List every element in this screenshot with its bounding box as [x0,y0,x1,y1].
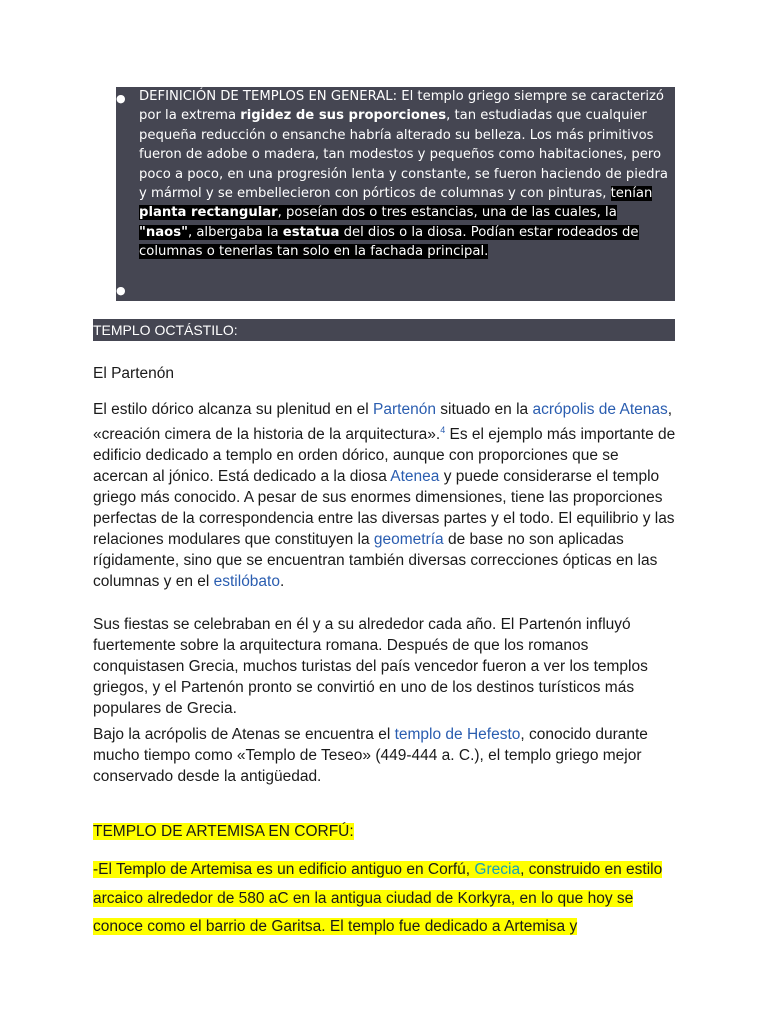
p1-text-5: y puede considerarse el templo griego más conocido. A pesar de sus enormes dimensiones, tiene las proporciones perfectas de la correspondencia entre las diversas partes y el todo. El equilibrio y las relaciones modulares que constituyen la [93,468,675,549]
bullet-hl-bold-a: planta rectangular [139,205,278,221]
definition-text [139,87,674,262]
artemis-highlight [93,861,662,935]
p1-text-4: Es el ejemplo más importante de edificio dedicado a templo en orden dórico, aunque con proporciones que se acercan al jónico. Está dedicado a la diosa [93,426,676,486]
paragraph-parthenon-3 [93,724,678,787]
bullet-hl-bold-c: estatua [282,224,340,240]
link-grecia[interactable]: Grecia [474,861,521,878]
link-estilobato[interactable]: estilóbato [213,573,280,591]
p3-text-1: Bajo la acrópolis de Atenas se encuentra el [93,726,395,743]
artemis-title-text: TEMPLO DE ARTEMISA EN CORFÚ: [93,823,354,840]
p1-text-7: . [279,573,285,591]
bullet-bold-a: rigidez de sus proporciones [240,108,447,124]
link-templo-hefesto[interactable]: templo de Hefesto [394,726,521,743]
p1-text-6: de base no son aplicadas rígidamente, sino que se encuentran también diversas correcciones ópticas en las columnas y en el [93,531,658,591]
paragraph-parthenon-2: Sus fiestas se celebraban en él y a su alrededor cada año. El Partenón influyó fuertemente sobre la arquitectura romana. Después de que los romanos conquistasen Grecia, muchos turistas del país vencedor fueron a ver los templos griegos, y el Partenón pronto se convirtió en uno de los destinos turísticos más populares de Grecia. [93,616,648,717]
footnote-ref[interactable]: 4 [440,425,446,435]
bullet-text-a: DEFINICIÓN DE TEMPLOS EN GENERAL: El templo griego siempre se caracterizó por la extrema [139,89,664,124]
link-atenea[interactable]: Atenea [390,468,440,486]
bullet-hl-bold-b: "naos" [139,224,188,240]
artemis-heading [93,821,354,842]
section-title-octastilo: TEMPLO OCTÁSTILO: [93,319,675,341]
p1-text-3: , «creación cimera de la historia de la arquitectura». [93,401,673,444]
p3-text-2: , conocido durante mucho tiempo como «Templo de Teseo» (449-444 a. C.), el templo griego mejor conservado desde la antigüedad. [93,726,648,785]
artemis-text-1: -El Templo de Artemisa es un edificio antiguo en Corfú, [93,861,475,878]
artemis-paragraph [93,856,678,942]
bullet-hl-a: tenían [610,186,653,202]
parthenon-heading: El Partenón [93,365,174,382]
bullet-dot-icon: ● [116,92,126,105]
p1-text-1: El estilo dórico alcanza su plenitud en el [93,401,374,418]
bullet-hl-c: , albergaba la [187,224,283,240]
link-acropolis[interactable]: acrópolis de Atenas [532,401,668,418]
empty-bullet-dot-icon: ● [116,284,126,297]
bullet-hl-b: , poseían dos o tres estancias, una de las cuales, la [277,205,617,221]
p1-text-2: situado en la [435,401,533,418]
bullet-text-b: , tan estudiadas que cualquier pequeña reducción o ensanche habría alterado su belleza. Los más primitivos fueron de adobe o madera, tan modestos y pequeños como habitaciones, pero poco a poco, en una progresión lenta y constante, se fueron haciendo de piedra y mármol y se embellecieron con pórticos de columnas y con pinturas, [139,108,668,202]
link-geometria[interactable]: geometría [373,531,444,549]
definition-bullet-block [116,87,675,301]
paragraph-parthenon-1 [93,399,678,592]
link-partenon[interactable]: Partenón [373,401,436,418]
bullet-hl-d: del dios o la diosa. Podían estar rodeados de columnas o tenerlas tan solo en la fachada principal. [139,224,639,260]
artemis-text-2: , construido en estilo arcaico alrededor de 580 aC en la antigua ciudad de Korkyra, en lo que hoy se conoce como el barrio de Garitsa. El templo fue dedicado a Artemisa y [93,861,663,935]
